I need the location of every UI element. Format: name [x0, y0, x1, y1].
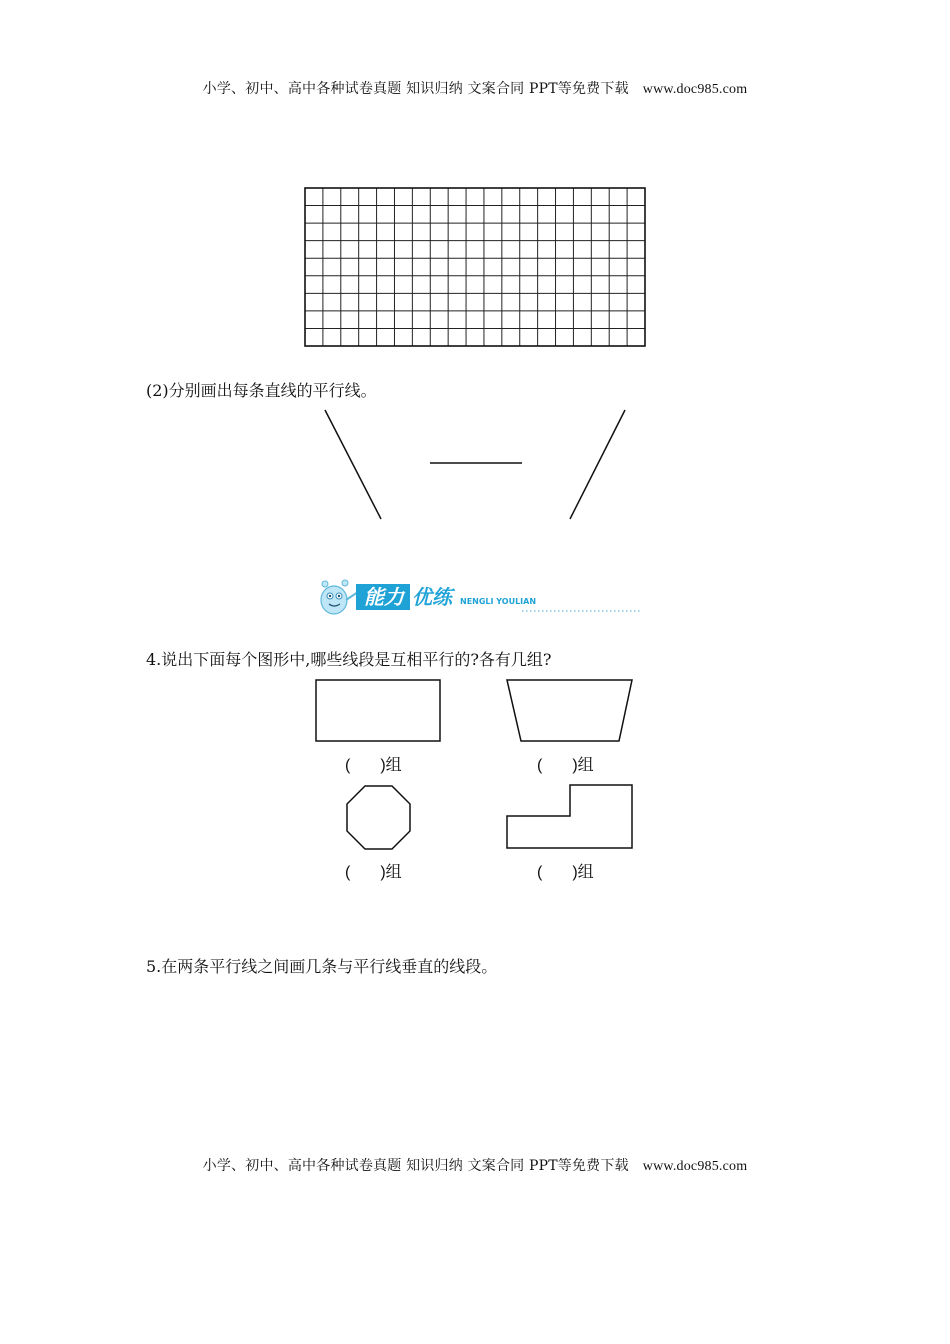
banner-title-2: 优练 [412, 585, 452, 609]
answer-blank-trapezoid: ( )组 [537, 757, 594, 774]
banner-title-en: NENGLI YOULIAN [460, 597, 537, 606]
question-4: 4.说出下面每个图形中,哪些线段是互相平行的?各有几组? [146, 650, 552, 669]
header-text: 小学、初中、高中各种试卷真题 知识归纳 文案合同 PPT等免费下载 [202, 81, 629, 97]
shape-trapezoid [505, 678, 635, 744]
slanted-line-left [320, 405, 390, 525]
slanted-line-right [565, 405, 635, 525]
answer-blank-octagon: ( )组 [345, 864, 402, 881]
answer-blank-rectangle: ( )组 [345, 757, 402, 774]
footer-url[interactable]: www.doc985.com [642, 1159, 748, 1174]
square-grid [304, 187, 646, 347]
header-url[interactable]: www.doc985.com [642, 82, 748, 97]
shape-l-polygon [505, 783, 635, 851]
banner-dotted-line [522, 608, 640, 614]
mascot-icon [312, 578, 362, 618]
page-footer [0, 1155, 950, 1175]
question-3-part-2: (2)分别画出每条直线的平行线。 [146, 381, 377, 400]
footer-text: 小学、初中、高中各种试卷真题 知识归纳 文案合同 PPT等免费下载 [202, 1158, 629, 1174]
shape-octagon [345, 784, 413, 852]
page-header [0, 78, 950, 98]
banner-title-1: 能力 [356, 584, 410, 610]
question-5: 5.在两条平行线之间画几条与平行线垂直的线段。 [146, 957, 498, 976]
answer-blank-l-polygon: ( )组 [537, 864, 594, 881]
shape-rectangle [314, 678, 444, 744]
horizontal-line [428, 458, 524, 468]
section-banner [312, 578, 640, 618]
